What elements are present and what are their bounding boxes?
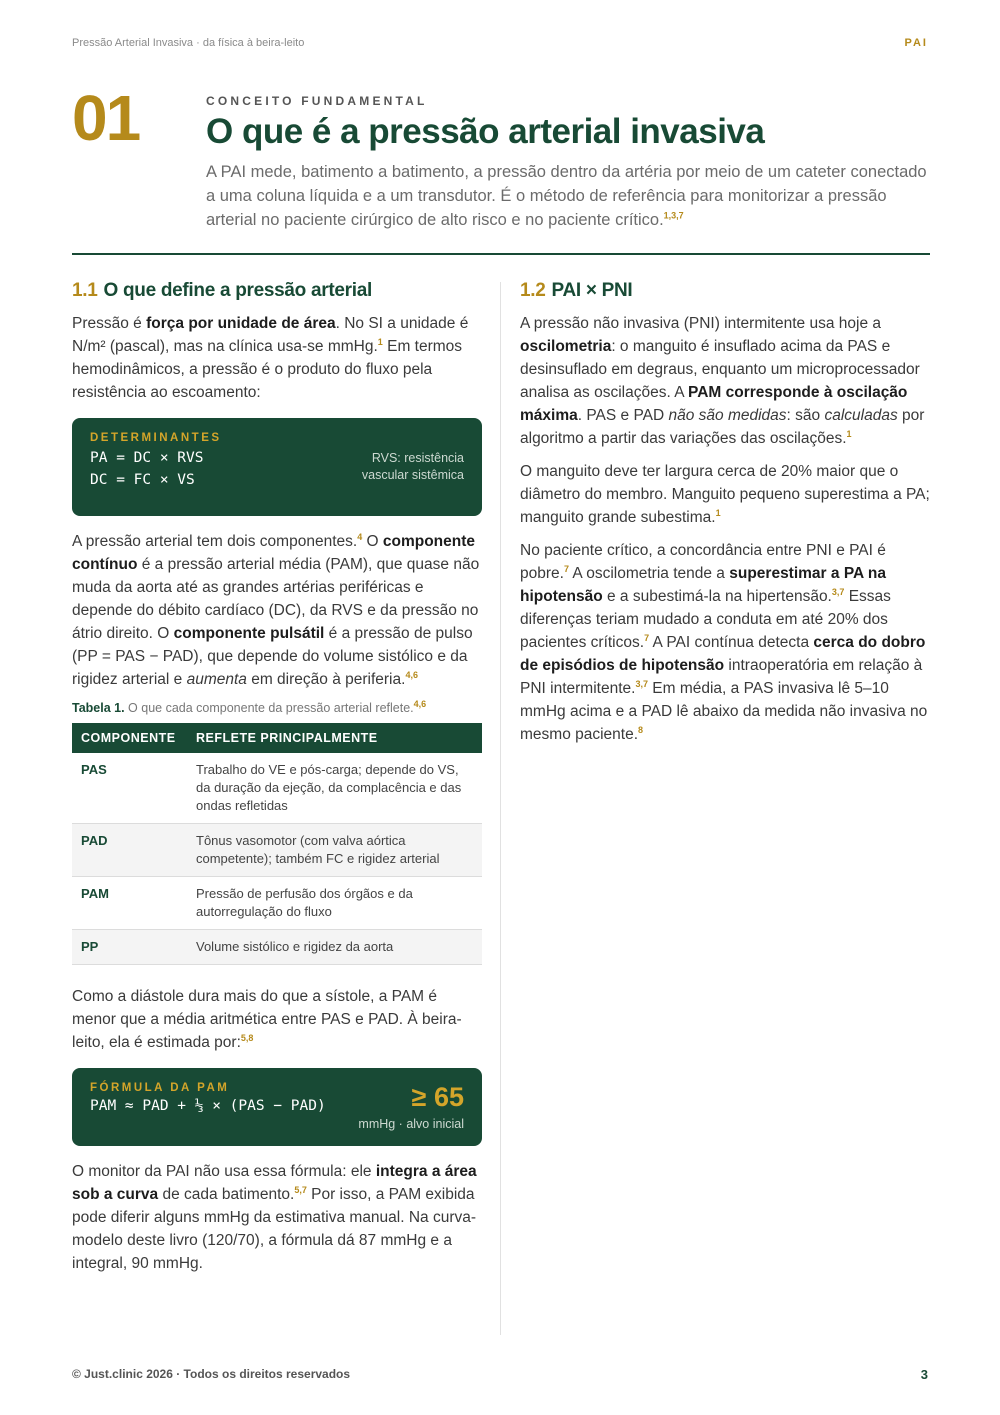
chapter-number: 01 [72,82,140,154]
paragraph-components: A pressão arterial tem dois componentes.$^4$ O componente contínuo é a pressão arterial média (PAM), que quase não muda da aorta até as grandes artérias periféricas e depende do débito cardíaco (DC), da RVS e da pressão no átrio direito. O componente pulsátil é a pressão de pulso (PP = PAS − PAD), que depende do volume sistólico e da rigidez arterial e aumenta em direção à periferia.$^{4,6}$ [72,531,480,688]
table-cell-component: PAD [72,824,187,877]
table-cell-reflects: Volume sistólico e rigidez da aorta [187,930,482,965]
running-head [72,37,928,49]
column-divider [500,282,501,1335]
pam-formula-equation: PAM ≈ PAD + ⅓ × (PAS − PAD) [90,1098,326,1114]
reference-marker: 5,8 [240,1032,254,1043]
running-head-title: Pressão Arterial Invasiva · da física à beira-leito [72,37,305,49]
section-heading-1-2: 1.2 PAI × PNI [520,280,633,301]
left-column [72,280,482,1285]
pam-formula-label: FÓRMULA DA PAM [90,1082,230,1094]
reference-marker: 5,7 [294,1184,307,1195]
reference-marker: 4 [357,531,363,542]
chapter-eyebrow: CONCEITO FUNDAMENTAL [206,94,428,108]
chapter-header [206,94,928,232]
paragraph-cuff-size: O manguito deve ter largura cerca de 20% maior que o diâmetro do membro. Manguito pequeno superestima a PA; manguito grande subestima.$^1$ [520,463,930,526]
reference-marker: 1 [377,336,383,347]
reference-marker: 3,7 [831,586,845,597]
running-head-tag: PAI [904,37,928,49]
table-caption: Tabela 1. O que cada componente da pressão arterial reflete.$^{4,6}$ [72,698,427,715]
reference-marker: 3,7 [635,678,648,689]
table-row [72,877,482,930]
table-row [72,930,482,965]
footer-copyright: © Just.clinic 2026 · Todos os direitos reservados [72,1367,351,1381]
determinant-equation-2: DC = FC × VS [90,472,195,488]
table-header-cell: COMPONENTE [72,723,187,753]
header-divider [72,253,930,255]
table-cell-reflects: Tônus vasomotor (com valva aórtica competente); também FC e rigidez arterial [187,824,482,877]
determinant-equation-1: PA = DC × RVS [90,450,204,466]
table-cell-component: PAM [72,877,187,930]
reference-marker: 1,3,7 [663,210,684,221]
table-cell-component: PP [72,930,187,965]
chapter-title: O que é a pressão arterial invasiva [206,112,765,151]
table-cell-reflects: Trabalho do VE e pós-carga; depende do VS, da duração da ejeção, da complacência e das ondas refletidas [187,753,482,824]
reference-marker: 4,6 [413,698,427,709]
reference-marker: 4,6 [405,669,418,680]
reference-marker: 7 [644,632,650,643]
paragraph-pressure-definition: Pressão é força por unidade de área. No SI a unidade é N/m² (pascal), mas na clínica usa-se mmHg.$^1$ Em termos hemodinâmicos, a pressão é o produto do fluxo pela resistência ao escoamento: [72,315,469,401]
determinants-note: RVS: resistência vascular sistêmica [361,451,464,482]
reference-marker: 1 [715,507,721,518]
pam-target-value: ≥ 65 [411,1082,464,1112]
section-heading-1-1: 1.1 O que define a pressão arterial [72,280,372,301]
table-header-cell: REFLETE PRINCIPALMENTE [187,723,482,753]
table-header-row [72,723,482,753]
paragraph-oscillometry: A pressão não invasiva (PNI) intermitente usa hoje a oscilometria: o manguito é insuflado acima da PAS e desinsuflado em degraus, enquanto um microprocessador analisa as oscilações. A PAM corresponde à oscilação máxima. PAS e PAD não são medidas: são calculadas por algoritmo a partir das variações das oscilações.$^1$ [520,315,925,447]
determinants-label: DETERMINANTES [90,432,222,444]
pam-target-note: mmHg · alvo inicial [358,1117,464,1131]
page-footer [72,1367,928,1382]
table-row [72,824,482,877]
paragraph-pam-estimate: Como a diástole dura mais do que a sístole, a PAM é menor que a média aritmética entre PAS e PAD. À beira-leito, ela é estimada por:$^{5,8}$ [72,988,462,1051]
reference-marker: 1 [846,428,852,439]
chapter-lead: A PAI mede, batimento a batimento, a pressão dentro da artéria por meio de um cateter conectado a uma coluna líquida e a um transdutor. É o método de referência para monitorizar a pressão arterial no paciente cirúrgico de alto risco e no paciente crítico.$^{1,3,7}$ [206,163,927,230]
table-cell-reflects: Pressão de perfusão dos órgãos e da autorregulação do fluxo [187,877,482,930]
table-row [72,753,482,824]
table-cell-component: PAS [72,753,187,824]
reference-marker: 8 [638,724,644,735]
page-number: 3 [920,1367,928,1382]
paragraph-monitor-integral: O monitor da PAI não usa essa fórmula: ele integra a área sob a curva de cada batimento.$^{5,7}$ Por isso, a PAM exibida pode diferir alguns mmHg da estimativa manual. Na curva-modelo deste livro (120/70), a fórmula dá 87 mmHg e a integral, 90 mmHg. [72,1163,477,1272]
right-column [520,280,930,756]
paragraph-critical-patient: No paciente crítico, a concordância entre PNI e PAI é pobre.$^7$ A oscilometria tende a superestimar a PA na hipotensão e a subestimá-la na hipertensão.$^{3,7}$ Essas diferenças teriam mudado a conduta em até 20% dos pacientes críticos.$^7$ A PAI contínua detecta cerca do dobro de episódios de hipotensão intraoperatória em relação à PNI intermitente.$^{3,7}$ Em média, a PAS invasiva lê 5–10 mmHg acima e a PAD lê abaixo da medida não invasiva no mesmo paciente.$^8$ [520,542,928,743]
components-table [72,723,482,965]
determinants-box [72,418,482,516]
reference-marker: 7 [563,563,569,574]
pam-formula-box [72,1068,482,1146]
